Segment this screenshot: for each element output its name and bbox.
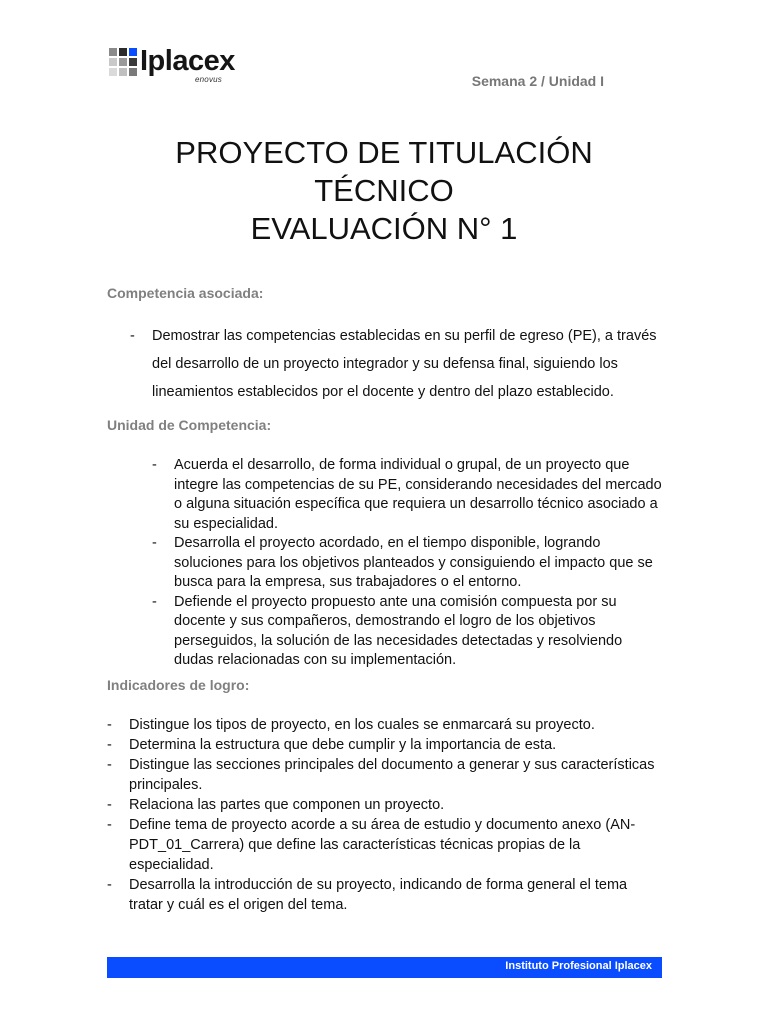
indicadores-list [107,715,662,915]
unidad-heading: Unidad de Competencia: [107,417,272,433]
list-item: - Distingue los tipos de proyecto, en los cuales se enmarcará su proyecto. [107,717,595,733]
list-item: - Defiende el proyecto propuesto ante una comisión compuesta por su docente y sus compañeros, demostrando el logro de los objetivos perseguidos, la solución de las necesidades detectadas y resolviendo dudas relacionadas con su implementación. [152,593,623,668]
title-line-2: TÉCNICO [314,173,454,208]
competencia-heading: Competencia asociada: [107,285,264,301]
iplacex-logo [109,44,249,84]
footer-label: Instituto Profesional Iplacex [505,960,652,972]
title-line-1: PROYECTO DE TITULACIÓN [175,135,593,170]
list-item: - Determina la estructura que debe cumplir y la importancia de esta. [107,737,557,753]
logo-grid-icon [109,48,137,76]
list-item: - Desarrolla el proyecto acordado, en el tiempo disponible, logrando soluciones para los objetivos planteados y consiguiendo el impacto que se busca para la empresa, sus trabajadores o el entorno. [152,535,653,590]
week-label: Semana 2 / Unidad I [471,73,604,89]
unidad-list [152,456,662,671]
list-item: - Relaciona las partes que componen un proyecto. [107,797,445,813]
page-title [0,134,768,248]
competencia-list [130,322,670,406]
title-line-3: EVALUACIÓN N° 1 [250,211,518,246]
list-item: - Desarrolla la introducción de su proyecto, indicando de forma general el tema tratar y cuál es el origen del tema. [107,877,628,913]
logo-subtext: enovus [195,75,222,84]
logo-text: Iplacex [140,45,235,77]
list-item: - Distingue las secciones principales del documento a generar y sus características principales. [107,757,655,793]
list-item: - Define tema de proyecto acorde a su área de estudio y documento anexo (AN-PDT_01_Carrera) que define las características técnicas propias de la especialidad. [107,817,636,873]
list-item: - Demostrar las competencias establecidas en su perfil de egreso (PE), a través del desarrollo de un proyecto integrador y su defensa final, siguiendo los lineamientos establecidos por el docente y dentro del plazo establecido. [130,328,657,400]
list-item: - Acuerda el desarrollo, de forma individual o grupal, de un proyecto que integre las competencias de su PE, considerando necesidades del mercado o alguna situación específica que requiera un desarrollo técnico asociado a su especialidad. [152,457,662,532]
indicadores-heading: Indicadores de logro: [107,677,250,693]
footer-bar [107,957,662,978]
